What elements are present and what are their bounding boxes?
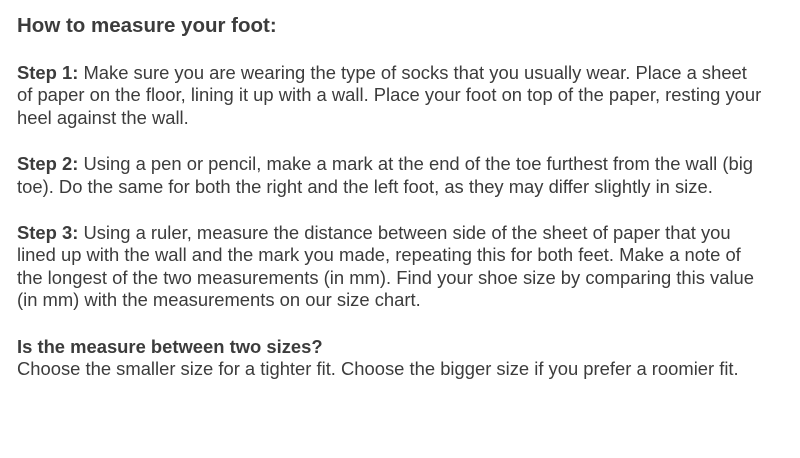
between-sizes-question: Is the measure between two sizes? bbox=[17, 335, 323, 357]
step-3-text: Using a ruler, measure the distance between side of the sheet of paper that you lined up with the wall and the mark you made, repeating this for both feet. Make a note of the longest of the two measurements (in mm). Find your shoe size by comparing this value (in mm) with the measurements on our size chart. bbox=[17, 222, 754, 311]
step-2-label: Step 2: bbox=[17, 153, 79, 175]
step-3-paragraph bbox=[17, 222, 764, 312]
step-2-paragraph bbox=[17, 153, 764, 198]
between-sizes-answer: Choose the smaller size for a tighter fit. Choose the bigger size if you prefer a roomier fit. bbox=[17, 358, 739, 380]
between-sizes-note bbox=[17, 336, 764, 381]
step-2-text: Using a pen or pencil, make a mark at the end of the toe furthest from the wall (big toe). Do the same for both the right and the left foot, as they may differ slightly in size. bbox=[17, 153, 754, 197]
step-1-label: Step 1: bbox=[17, 62, 79, 83]
step-3-label: Step 3: bbox=[17, 222, 79, 244]
step-1-text: Make sure you are wearing the type of socks that you usually wear. Place a sheet of paper on the floor, lining it up with a wall. Place your foot on top of the paper, resting your heel against the wall. bbox=[17, 62, 762, 128]
page-title: How to measure your foot: bbox=[17, 14, 277, 37]
step-1-paragraph bbox=[17, 62, 764, 129]
